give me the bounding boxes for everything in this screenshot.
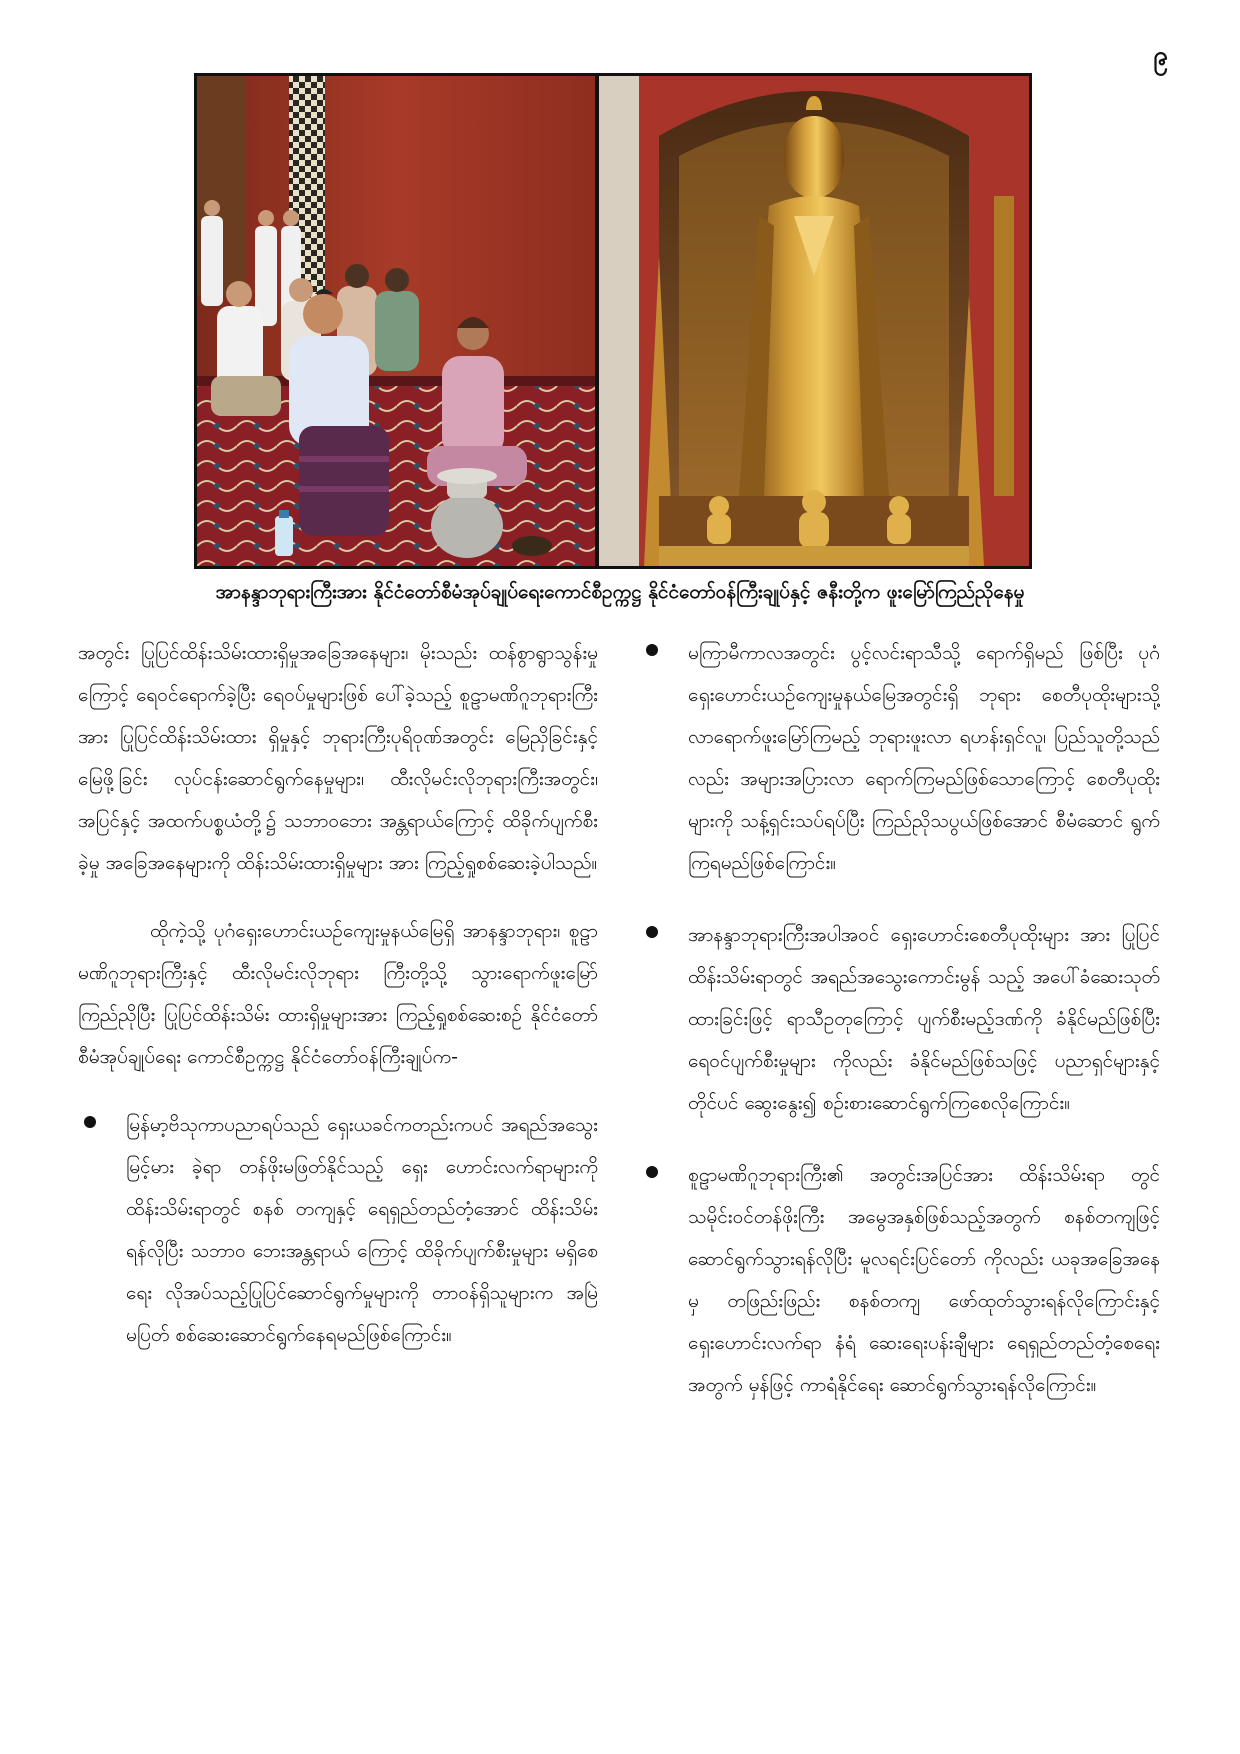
bullet-item <box>640 1154 1160 1406</box>
bullet-text: မကြာမီကာလအတွင်း ပွင့်လင်းရာသီသို့ ရောက်ရှိမည် ဖြစ်ပြီး ပုဂံရှေးဟောင်းယဉ်ကျေးမှုနယ်မြေအတွင်းရှိ ဘုရား စေတီပုထိုးများသို့ လာရောက်ဖူးမြော်ကြမည့် ဘုရားဖူးလာ ရဟန်းရှင်လူ၊ ပြည်သူတို့သည်လည်း အများအပြားလာ ရောက်ကြမည်ဖြစ်သောကြောင့် စေတီပုထိုးများကို သန့်ရှင်းသပ်ရပ်ပြီး ကြည်ညိုသပွယ်ဖြစ်အောင် စီမံဆောင် ရွက်ကြရမည်ဖြစ်ကြောင်း။ <box>688 642 1160 874</box>
photo-figure <box>194 73 1032 569</box>
bullet-icon <box>646 926 658 938</box>
bullet-text: စူဠာမဏိဂူဘုရားကြီး၏ အတွင်းအပြင်အား ထိန်းသိမ်းရာ တွင် သမိုင်းဝင်တန်ဖိုးကြီး အမွေအနှစ်ဖြစ်သည့်အတွက် စနစ်တကျဖြင့် ဆောင်ရွက်သွားရန်လိုပြီး မူလရင်းပြင်တော် ကိုလည်း ယခုအခြေအနေမှ တဖြည်းဖြည်း စနစ်တကျ ဖော်ထုတ်သွားရန်လိုကြောင်းနှင့် ရှေးဟောင်းလက်ရာ နံရံ ဆေးရေးပန်းချီများ ရေရှည်တည်တံ့စေရေးအတွက် မှန်ဖြင့် ကာရံနိုင်ရေး ဆောင်ရွက်သွားရန်လိုကြောင်း။ <box>688 1164 1160 1396</box>
bullet-icon <box>84 1116 96 1128</box>
worship-photo <box>197 76 595 566</box>
bullet-icon <box>646 1166 658 1178</box>
bullet-item <box>78 1104 598 1356</box>
page-number: ၉ <box>1153 41 1168 71</box>
bullet-text: မြန်မာ့ဗိသုကာပညာရပ်သည် ရှေးယခင်ကတည်းကပင် အရည်အသွေးမြင့်မား ခဲ့ရာ တန်ဖိုးမဖြတ်နိုင်သည့် ရှေး ဟောင်းလက်ရာများကို ထိန်းသိမ်းရာတွင် စနစ် တကျနှင့် ရေရှည်တည်တံ့အောင် ထိန်းသိမ်းရန်လိုပြီး သဘာဝ ဘေးအန္တရာယ် ကြောင့် ထိခိုက်ပျက်စီးမှုများ မရှိစေရေး လိုအပ်သည့်ပြုပြင်ဆောင်ရွက်မှုများကို တာဝန်ရှိသူများက အမြဲမပြတ် စစ်ဆေးဆောင်ရွက်နေရမည်ဖြစ်ကြောင်း။ <box>126 1114 598 1346</box>
photo-caption: အာနန္ဒာဘုရားကြီးအား နိုင်ငံတော်စီမံအုပ်ချုပ်ရေးကောင်စီဥက္ကဋ္ဌ နိုင်ငံတော်ဝန်ကြီးချုပ်နှင့် ဇနီးတို့က ဖူးမြော်ကြည်ညိုနေမှု <box>215 581 1025 603</box>
right-column <box>640 632 1160 1436</box>
bullet-item <box>640 632 1160 884</box>
bullet-icon <box>646 644 658 656</box>
buddha-photo <box>599 76 1029 566</box>
body-paragraph: အတွင်း ပြုပြင်ထိန်းသိမ်းထားရှိမှုအခြေအနေများ၊ မိုးသည်း ထန်စွာရွာသွန်းမှုကြောင့် ရေဝင်ရောက်ခဲ့ပြီး ရေဝပ်မှုများဖြစ် ပေါ်ခဲ့သည့် စူဠာမဏိဂူဘုရားကြီးအား ပြုပြင်ထိန်းသိမ်းထား ရှိမှုနှင့် ဘုရားကြီးပုရိဝုဏ်အတွင်း မြေညှိခြင်းနှင့် မြေဖို့ခြင်း လုပ်ငန်းဆောင်ရွက်နေမှုများ၊ ထီးလိုမင်းလိုဘုရားကြီးအတွင်း၊ အပြင်နှင့် အထက်ပစ္စယံတို့၌ သဘာဝဘေး အန္တရာယ်ကြောင့် ထိခိုက်ပျက်စီးခဲ့မှု အခြေအနေများကို ထိန်းသိမ်းထားရှိမှုများ အား ကြည့်ရှုစစ်ဆေးခဲ့ပါသည်။ <box>78 642 598 874</box>
bullet-item <box>640 914 1160 1124</box>
bullet-text: အာနန္ဒာဘုရားကြီးအပါအဝင် ရှေးဟောင်းစေတီပုထိုးများ အား ပြုပြင်ထိန်းသိမ်းရာတွင် အရည်အသွေးကောင်းမွန် သည့် အပေါ်ခံဆေးသုတ်ထားခြင်းဖြင့် ရာသီဥတုကြောင့် ပျက်စီးမည့်ဒဏ်ကို ခံနိုင်မည်ဖြစ်ပြီး ရေဝင်ပျက်စီးမှုများ ကိုလည်း ခံနိုင်မည်ဖြစ်သဖြင့် ပညာရှင်များနှင့် တိုင်ပင် ဆွေးနွေး၍ စဉ်းစားဆောင်ရွက်ကြစေလိုကြောင်း။ <box>688 924 1160 1114</box>
body-paragraph: ထိုကဲ့သို့ ပုဂံရှေးဟောင်းယဉ်ကျေးမှုနယ်မြေရှိ အာနန္ဒာဘုရား၊ စူဠာမဏိဂူဘုရားကြီးနှင့် ထီးလိုမင်းလိုဘုရား ကြီးတို့သို့ သွားရောက်ဖူးမြော်ကြည်ညိုပြီး ပြုပြင်ထိန်းသိမ်း ထားရှိမှုများအား ကြည့်ရှုစစ်ဆေးစဉ် နိုင်ငံတော်စီမံအုပ်ချုပ်ရေး ကောင်စီဥက္ကဋ္ဌ နိုင်ငံတော်ဝန်ကြီးချုပ်က- <box>78 920 598 1068</box>
left-column <box>78 632 598 1386</box>
